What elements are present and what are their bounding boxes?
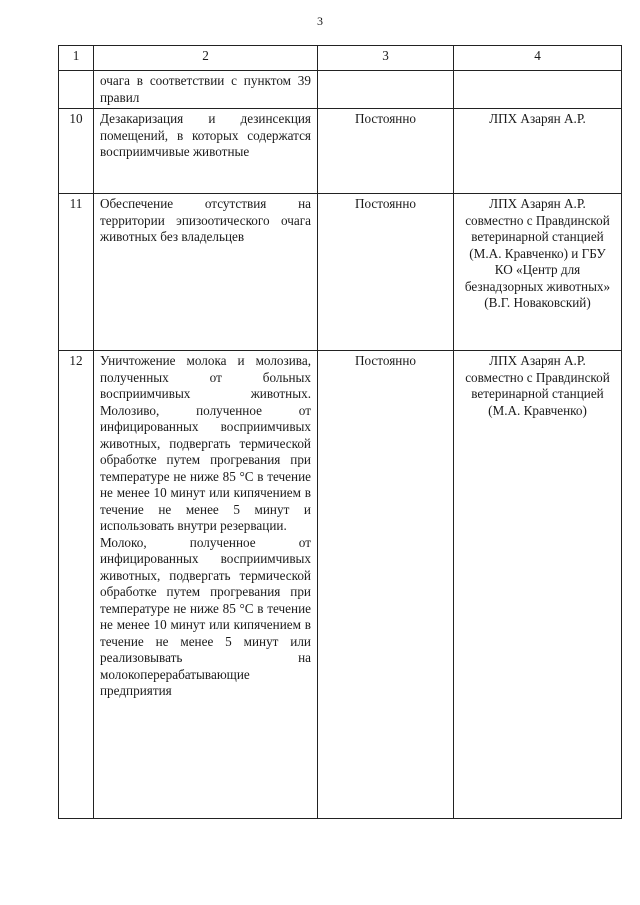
measure-description bbox=[94, 194, 318, 351]
measure-text-colostrum: Уничтожение молока и молозива, полученных от больных восприимчивых животных. Молозиво, полученное от инфицированных восприимчивых животных, подвергать термической обработке путем прогревания при температуре не ниже 85 °С в течение не менее 10 минут или кипячением в течение не менее 5 минут и использовать внутри резервации. bbox=[100, 353, 311, 533]
measure-description bbox=[94, 351, 318, 819]
row-number: 11 bbox=[59, 194, 94, 351]
table-row bbox=[59, 351, 622, 819]
measure-responsible: ЛПХ Азарян А.Р. совместно с Правдинской ветеринарной станцией (М.А. Кравченко) и ГБУ КО «Центр для безнадзорных животных» (В.Г. Новаковский) bbox=[454, 194, 622, 351]
header-cell-4: 4 bbox=[454, 46, 622, 71]
measure-description bbox=[94, 71, 318, 109]
measure-period: Постоянно bbox=[318, 351, 454, 819]
measure-text: очага в соответствии с пунктом 39 правил bbox=[100, 73, 311, 105]
measure-responsible: ЛПХ Азарян А.Р. bbox=[454, 109, 622, 194]
header-cell-3: 3 bbox=[318, 46, 454, 71]
measures-table bbox=[58, 45, 622, 819]
row-number: 10 bbox=[59, 109, 94, 194]
table-header-row bbox=[59, 46, 622, 71]
measure-text: Дезакаризация и дезинсекция помещений, в которых содержатся восприимчивые животные bbox=[100, 111, 311, 159]
page-number: 3 bbox=[317, 14, 323, 28]
measure-period: Постоянно bbox=[318, 194, 454, 351]
header-cell-2: 2 bbox=[94, 46, 318, 71]
row-number bbox=[59, 71, 94, 109]
measure-responsible: ЛПХ Азарян А.Р. совместно с Правдинской ветеринарной станцией (М.А. Кравченко) bbox=[454, 351, 622, 819]
measure-period bbox=[318, 71, 454, 109]
measure-responsible bbox=[454, 71, 622, 109]
header-cell-1: 1 bbox=[59, 46, 94, 71]
row-number: 12 bbox=[59, 351, 94, 819]
table-row bbox=[59, 71, 622, 109]
measure-text: Обеспечение отсутствия на территории эпизоотического очага животных без владельцев bbox=[100, 196, 311, 244]
measure-description bbox=[94, 109, 318, 194]
table-row bbox=[59, 194, 622, 351]
table-row bbox=[59, 109, 622, 194]
measure-text-milk: Молоко, полученное от инфицированных восприимчивых животных, подвергать термической обработке путем прогревания при температуре не ниже 85 °С в течение не менее 10 минут или кипячением в течение не менее 5 минут или реализовывать на молокоперерабатывающие предприятия bbox=[100, 534, 311, 698]
measure-period: Постоянно bbox=[318, 109, 454, 194]
